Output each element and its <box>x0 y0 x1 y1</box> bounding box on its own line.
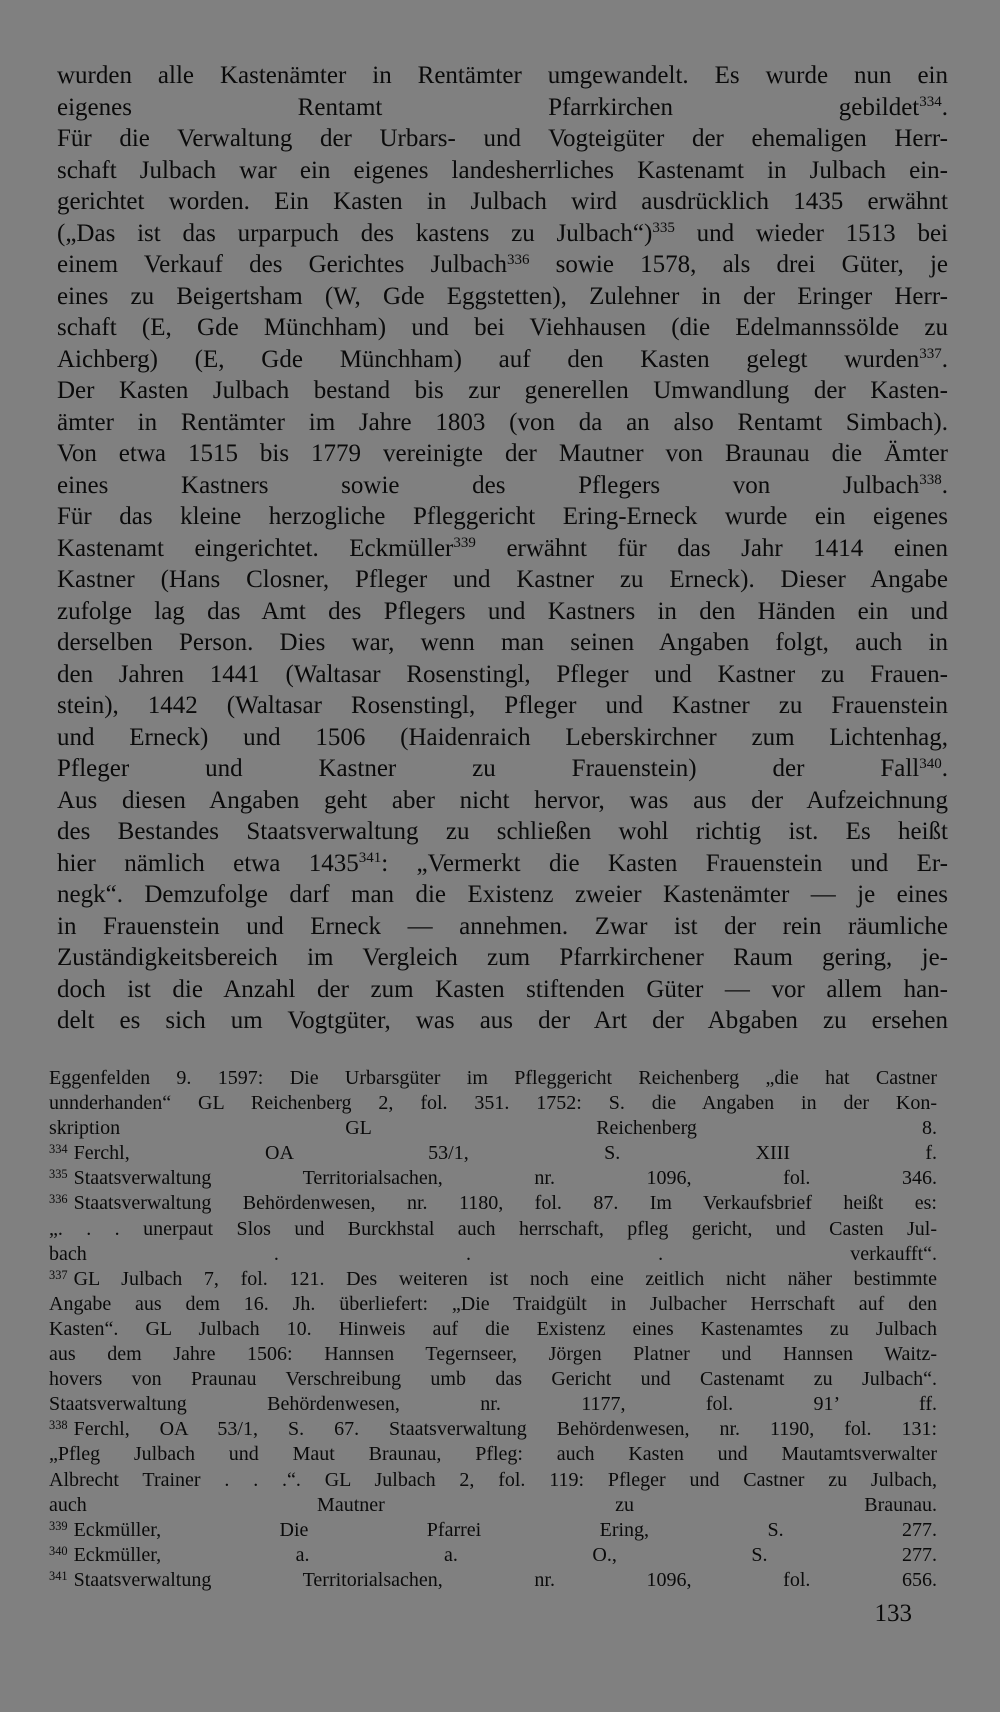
body-line <box>57 92 948 124</box>
body-line <box>57 848 948 880</box>
body-line <box>57 785 948 817</box>
text-segment: aus dem Jahre 1506: Hannsen Tegernseer, Jörgen Platner und Hannsen Waitz- <box>49 1343 937 1366</box>
footnote-line <box>49 1292 937 1317</box>
body-line <box>57 816 948 848</box>
footnote-line <box>49 1342 937 1367</box>
footnote-line <box>49 1217 937 1242</box>
text-segment: Der Kasten Julbach bestand bis zur generellen Umwandlung der Kasten- <box>57 377 948 404</box>
text-segment: negk“. Demzufolge darf man die Existenz zweier Kastenämter — je eines <box>57 881 948 908</box>
body-line <box>57 1005 948 1037</box>
body-line <box>57 753 948 785</box>
text-segment: Pfleger und Kastner zu Frauenstein) der Fall <box>57 755 920 782</box>
footnote-line <box>49 1493 937 1518</box>
footnote-line <box>49 1367 937 1392</box>
text-segment: Für die Verwaltung der Urbars- und Vogteigüter der ehemaligen Herr- <box>57 125 948 152</box>
text-segment: unnderhanden“ GL Reichenberg 2, fol. 351. 1752: S. die Angaben in der Kon- <box>49 1092 937 1115</box>
text-segment: Eckmüller, a. a. O., S. 277. <box>73 1543 937 1566</box>
footnote-reference[interactable]: 340 <box>919 755 942 772</box>
body-line <box>57 218 948 250</box>
footnote-number: 334 <box>49 1142 68 1157</box>
body-line <box>57 375 948 407</box>
body-line <box>57 60 948 92</box>
footnotes <box>49 1066 937 1593</box>
text-segment: doch ist die Anzahl der zum Kasten stiftenden Güter — vor allem han- <box>57 975 948 1003</box>
text-segment: Staatsverwaltung Territorialsachen, nr. 1096, fol. 656. <box>73 1568 937 1591</box>
body-line <box>57 974 948 1006</box>
body-line <box>57 123 948 155</box>
text-segment: Eggenfelden 9. 1597: Die Urbarsgüter im Pfleggericht Reichenberg „die hat Castner <box>49 1067 937 1089</box>
text-segment: derselben Person. Dies war, wenn man seinen Angaben folgt, auch in <box>57 629 948 656</box>
text-segment: Albrecht Trainer . . .“. GL Julbach 2, fol. 119: Pfleger und Castner zu Julbach, <box>49 1468 937 1491</box>
text-segment: . <box>941 345 948 373</box>
text-segment: delt es sich um Vogtgüter, was aus der Art der Abgaben zu ersehen <box>57 1007 948 1034</box>
text-segment: Eckmüller, Die Pfarrei Ering, S. 277. <box>73 1518 937 1541</box>
body-line <box>57 470 948 502</box>
text-segment: Aus diesen Angaben geht aber nicht hervor, was aus der Aufzeichnung <box>57 786 948 814</box>
text-segment: Kasten“. GL Julbach 10. Hinweis auf die Existenz eines Kastenamtes zu Julbach <box>49 1317 937 1340</box>
footnote-number: 335 <box>49 1167 68 1182</box>
text-segment: eines Kastners sowie des Pflegers von Julbach <box>57 471 920 499</box>
text-segment: . <box>941 755 948 782</box>
body-line <box>57 533 948 565</box>
footnote-line <box>49 1417 937 1442</box>
text-segment: und wieder 1513 bei <box>674 219 948 247</box>
footnote-reference[interactable]: 337 <box>919 346 942 363</box>
body-line <box>57 596 948 628</box>
body-line <box>57 281 948 313</box>
text-segment: stein), 1442 (Waltasar Rosenstingl, Pfleger und Kastner zu Frauenstein <box>57 692 948 719</box>
body-line <box>57 407 948 439</box>
footnote-number: 339 <box>49 1518 68 1533</box>
text-segment: bach . . . verkaufft“. <box>49 1242 937 1265</box>
text-segment: Ferchl, OA 53/1, S. XIII f. <box>73 1142 937 1165</box>
text-segment: GL Julbach 7, fol. 121. Des weiteren ist noch eine zeitlich nicht näher bestimmte <box>73 1267 937 1290</box>
body-line <box>57 627 948 659</box>
text-segment: zufolge lag das Amt des Pflegers und Kastners in den Händen ein und <box>57 597 948 625</box>
body-line <box>57 155 948 187</box>
text-segment: den Jahren 1441 (Waltasar Rosenstingl, Pfleger und Kastner zu Frauen- <box>57 660 948 688</box>
text-segment: schaft Julbach war ein eigenes landesherrliches Kastenamt in Julbach ein- <box>57 156 948 184</box>
footnote-line <box>49 1468 937 1493</box>
text-segment: gerichtet worden. Ein Kasten in Julbach wird ausdrücklich 1435 erwähnt <box>57 188 948 215</box>
text-segment: : „Vermerkt die Kasten Frauenstein und Er- <box>381 849 948 877</box>
body-line <box>57 722 948 754</box>
text-segment: („Das ist das urparpuch des kastens zu Julbach“) <box>57 219 653 247</box>
footnote-number: 337 <box>49 1267 68 1282</box>
footnote-reference[interactable]: 336 <box>506 251 530 268</box>
body-line <box>57 249 948 281</box>
text-segment: und Erneck) und 1506 (Haidenraich Leberskirchner zum Lichtenhag, <box>57 723 948 751</box>
footnote-line <box>49 1267 937 1292</box>
footnote-reference[interactable]: 335 <box>652 220 675 237</box>
footnote-reference[interactable]: 334 <box>919 94 942 111</box>
text-segment: ämter in Rentämter im Jahre 1803 (von da an also Rentamt Simbach). <box>57 408 948 436</box>
footnote-reference[interactable]: 339 <box>453 535 476 552</box>
body-line <box>57 911 948 943</box>
footnote-line <box>49 1191 937 1216</box>
text-segment: einem Verkauf des Gerichtes Julbach <box>57 251 507 278</box>
text-segment: . <box>941 93 948 121</box>
text-segment: wurden alle Kastenämter in Rentämter umgewandelt. Es wurde nun ein <box>57 62 948 89</box>
text-segment: sowie 1578, als drei Güter, je <box>529 251 948 278</box>
text-segment: Ferchl, OA 53/1, S. 67. Staatsverwaltung Behördenwesen, nr. 1190, fol. 131: <box>73 1418 937 1441</box>
text-segment: Kastner (Hans Closner, Pfleger und Kastner zu Erneck). Dieser Angabe <box>57 566 948 593</box>
footnote-line <box>49 1442 937 1467</box>
body-line <box>57 659 948 691</box>
page-number: 133 <box>874 1600 912 1627</box>
text-segment: erwähnt für das Jahr 1414 einen <box>475 534 948 562</box>
body-line <box>57 438 948 470</box>
body-line <box>57 942 948 974</box>
text-segment: in Frauenstein und Erneck — annehmen. Zwar ist der rein räumliche <box>57 912 948 940</box>
footnote-reference[interactable]: 338 <box>919 472 942 489</box>
body-line <box>57 690 948 722</box>
footnote-number: 341 <box>49 1568 68 1583</box>
footnote-line <box>49 1518 937 1543</box>
text-segment: . <box>941 471 948 499</box>
footnote-line <box>49 1116 937 1141</box>
text-segment: skription GL Reichenberg 8. <box>49 1117 937 1140</box>
footnote-number: 336 <box>49 1192 68 1207</box>
footnote-line <box>49 1166 937 1191</box>
text-segment: „. . . unerpaut Slos und Burckhstal auch herrschaft, pfleg gericht, und Casten Jul- <box>49 1217 937 1240</box>
footnote-line <box>49 1242 937 1267</box>
footnote-reference[interactable]: 341 <box>358 850 382 867</box>
text-segment: Staatsverwaltung Territorialsachen, nr. 1096, fol. 346. <box>73 1167 937 1190</box>
body-line <box>57 564 948 596</box>
footnote-line <box>49 1066 937 1091</box>
text-segment: Staatsverwaltung Behördenwesen, nr. 1180, fol. 87. Im Verkaufsbrief heißt es: <box>73 1192 937 1215</box>
text-segment: hier nämlich etwa 1435 <box>57 849 359 877</box>
text-segment: auch Mautner zu Braunau. <box>49 1493 937 1516</box>
footnote-line <box>49 1091 937 1116</box>
text-segment: Staatsverwaltung Behördenwesen, nr. 1177, fol. 91’ ff. <box>49 1393 937 1416</box>
text-segment: „Pfleg Julbach und Maut Braunau, Pfleg: auch Kasten und Mautamtsverwalter <box>49 1443 937 1466</box>
text-segment: Angabe aus dem 16. Jh. überliefert: „Die Traidgült in Julbacher Herrschaft auf den <box>49 1292 937 1315</box>
body-line <box>57 501 948 533</box>
footnote-line <box>49 1141 937 1166</box>
text-segment: Aichberg) (E, Gde Münchham) auf den Kasten gelegt wurden <box>57 345 920 373</box>
footnote-line <box>49 1568 937 1593</box>
body-line <box>57 879 948 911</box>
text-segment: Für das kleine herzogliche Pfleggericht Ering-Erneck wurde ein eigenes <box>57 503 948 530</box>
body-line <box>57 312 948 344</box>
text-segment: eines zu Beigertsham (W, Gde Eggstetten), Zulehner in der Eringer Herr- <box>57 282 948 310</box>
footnote-line <box>49 1317 937 1342</box>
main-text <box>57 60 948 1037</box>
footnote-line <box>49 1543 937 1568</box>
text-segment: Zuständigkeitsbereich im Vergleich zum Pfarrkirchener Raum gering, je- <box>57 944 948 971</box>
text-segment: eigenes Rentamt Pfarrkirchen gebildet <box>57 93 920 121</box>
body-line <box>57 186 948 218</box>
text-segment: schaft (E, Gde Münchham) und bei Viehhausen (die Edelmannssölde zu <box>57 314 948 341</box>
text-segment: Kastenamt eingerichtet. Eckmüller <box>57 534 454 562</box>
body-line <box>57 344 948 376</box>
text-segment: des Bestandes Staatsverwaltung zu schließen wohl richtig ist. Es heißt <box>57 818 948 845</box>
footnote-number: 338 <box>49 1418 68 1433</box>
footnote-number: 340 <box>49 1543 68 1558</box>
text-segment: hovers von Praunau Verschreibung umb das Gericht und Castenamt zu Julbach“. <box>49 1368 937 1391</box>
text-segment: Von etwa 1515 bis 1779 vereinigte der Mautner von Braunau die Ämter <box>57 440 948 467</box>
footnote-line <box>49 1392 937 1417</box>
